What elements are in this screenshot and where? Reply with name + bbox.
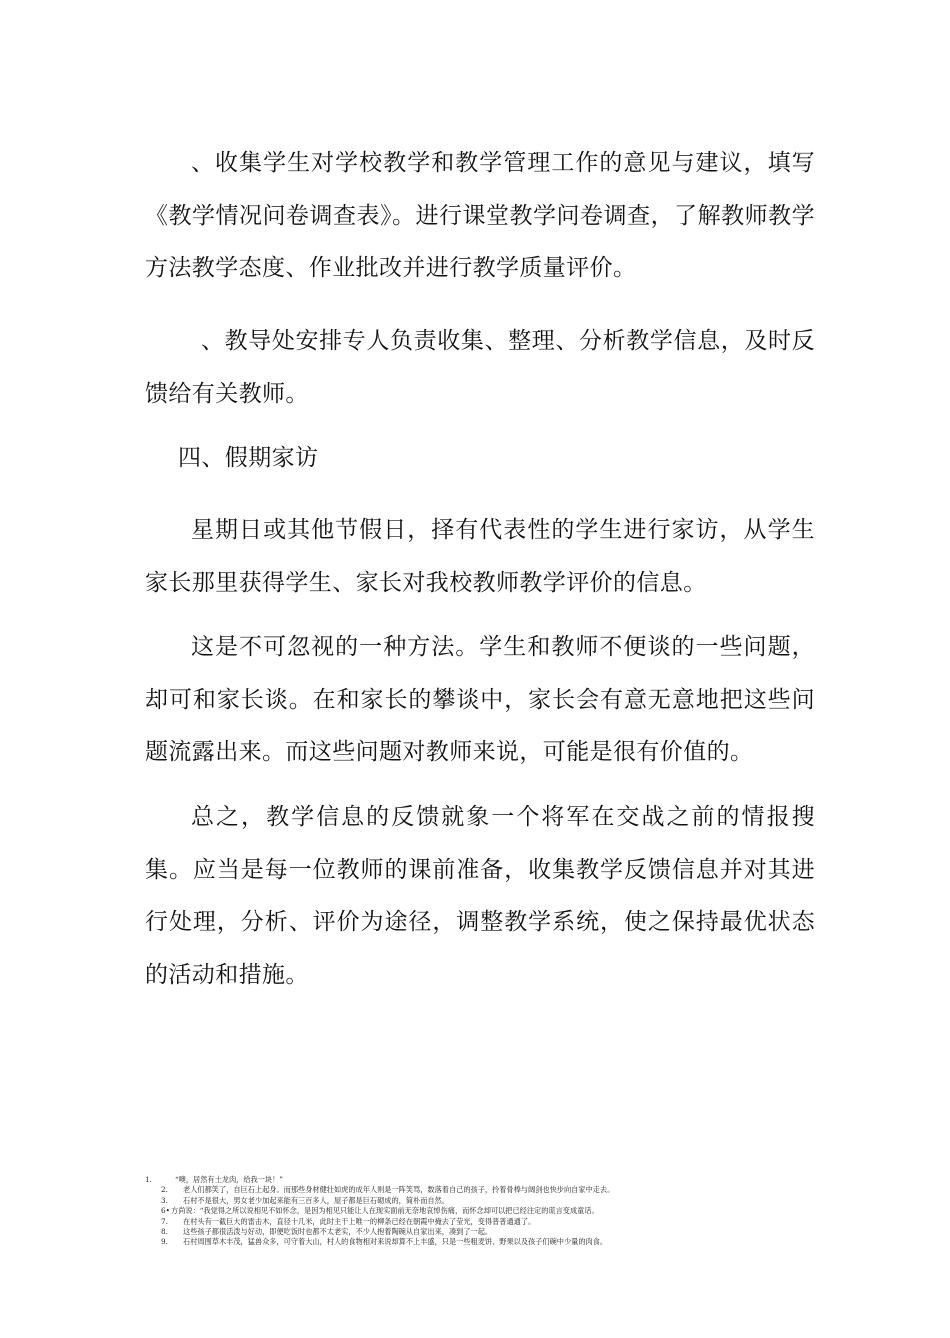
- footnote-number: 8.: [161, 1226, 168, 1236]
- paragraph-conclusion: 总之，教学信息的反馈就象一个将军在交战之前的情报搜集。应当是每一位教师的课前准备，收集教学反馈信息并对其进行处理，分析、评价为途径，调整教学系统，使之保持最优状态的活动和措施。: [145, 804, 815, 988]
- footnote-item: [145, 1227, 765, 1237]
- footnote-text: 石村周围草木丰茂，猛兽众多，可守着大山，村人的食物相对来说却算不上丰盛，只是一些粗麦饼、野果以及孩子们碗中少量的肉食。: [183, 1237, 608, 1247]
- footnote-text: 方尚说：“我觉得之所以说相见不如怀念，是因为相见只能让人在现实面前无奈地哀悼伤痛，而怀念却可以把已经注定的谎言变成童话。: [171, 1206, 599, 1216]
- footnote-number: 2.: [161, 1185, 168, 1195]
- footnote-number: 1.: [145, 1175, 152, 1184]
- footnote-text: 在村头有一截巨大的雷击木，直径十几米，此时主干上唯一的柳条已经在朝霞中掩去了莹光，变得普普通通了。: [183, 1216, 536, 1226]
- footnote-item: [145, 1237, 765, 1247]
- paragraph-method-value: 这是不可忽视的一种方法。学生和教师不便谈的一些问题，却可和家长谈。在和家长的攀谈中，家长会有意无意地把这些问题流露出来。而这些问题对教师来说，可能是很有价值的。: [145, 634, 815, 765]
- footnote-item: [145, 1196, 765, 1206]
- footnote-text: 这些孩子都很活泼与好动，即便吃饭时也都不太老实，不少人抱着陶碗从自家出来，凑到了一起。: [183, 1226, 493, 1236]
- footnote-text: “噢，居然有土龙肉，给我一块！”: [175, 1175, 283, 1184]
- footnote-item: [145, 1175, 765, 1185]
- footnote-item: [145, 1206, 765, 1216]
- footnote-text: 老人们都笑了，自巨石上起身。而那些身材健壮如虎的成年人则是一阵笑骂，数落着自己的孩子，拎着骨棒与阔剑也快步向自家中走去。: [183, 1185, 615, 1195]
- footnote-item: [145, 1217, 765, 1227]
- paragraph-feedback-survey: 、收集学生对学校教学和教学管理工作的意见与建议，填写《教学情况问卷调查表》。进行课堂教学问卷调查，了解教师教学方法教学态度、作业批改并进行教学质量评价。: [145, 150, 815, 281]
- footnotes: [145, 1175, 765, 1248]
- footnote-number: 7.: [161, 1216, 168, 1226]
- paragraph-office-feedback: 、教导处安排专人负责收集、整理、分析教学信息，及时反馈给有关教师。: [145, 328, 815, 407]
- footnote-number: 3.: [161, 1195, 168, 1205]
- section-heading-home-visit: 四、假期家访: [178, 445, 319, 471]
- footnote-number: 9.: [161, 1237, 168, 1247]
- footnote-text: 石村不是很大，男女老少加起来能有三百多人，屋子都是巨石砌成的，简朴而自然。: [183, 1195, 449, 1205]
- paragraph-holiday-visit: 星期日或其他节假日，择有代表性的学生进行家访，从学生家长那里获得学生、家长对我校教师教学评价的信息。: [145, 517, 815, 596]
- footnote-item: [145, 1185, 765, 1195]
- footnote-number: 6•: [161, 1206, 170, 1216]
